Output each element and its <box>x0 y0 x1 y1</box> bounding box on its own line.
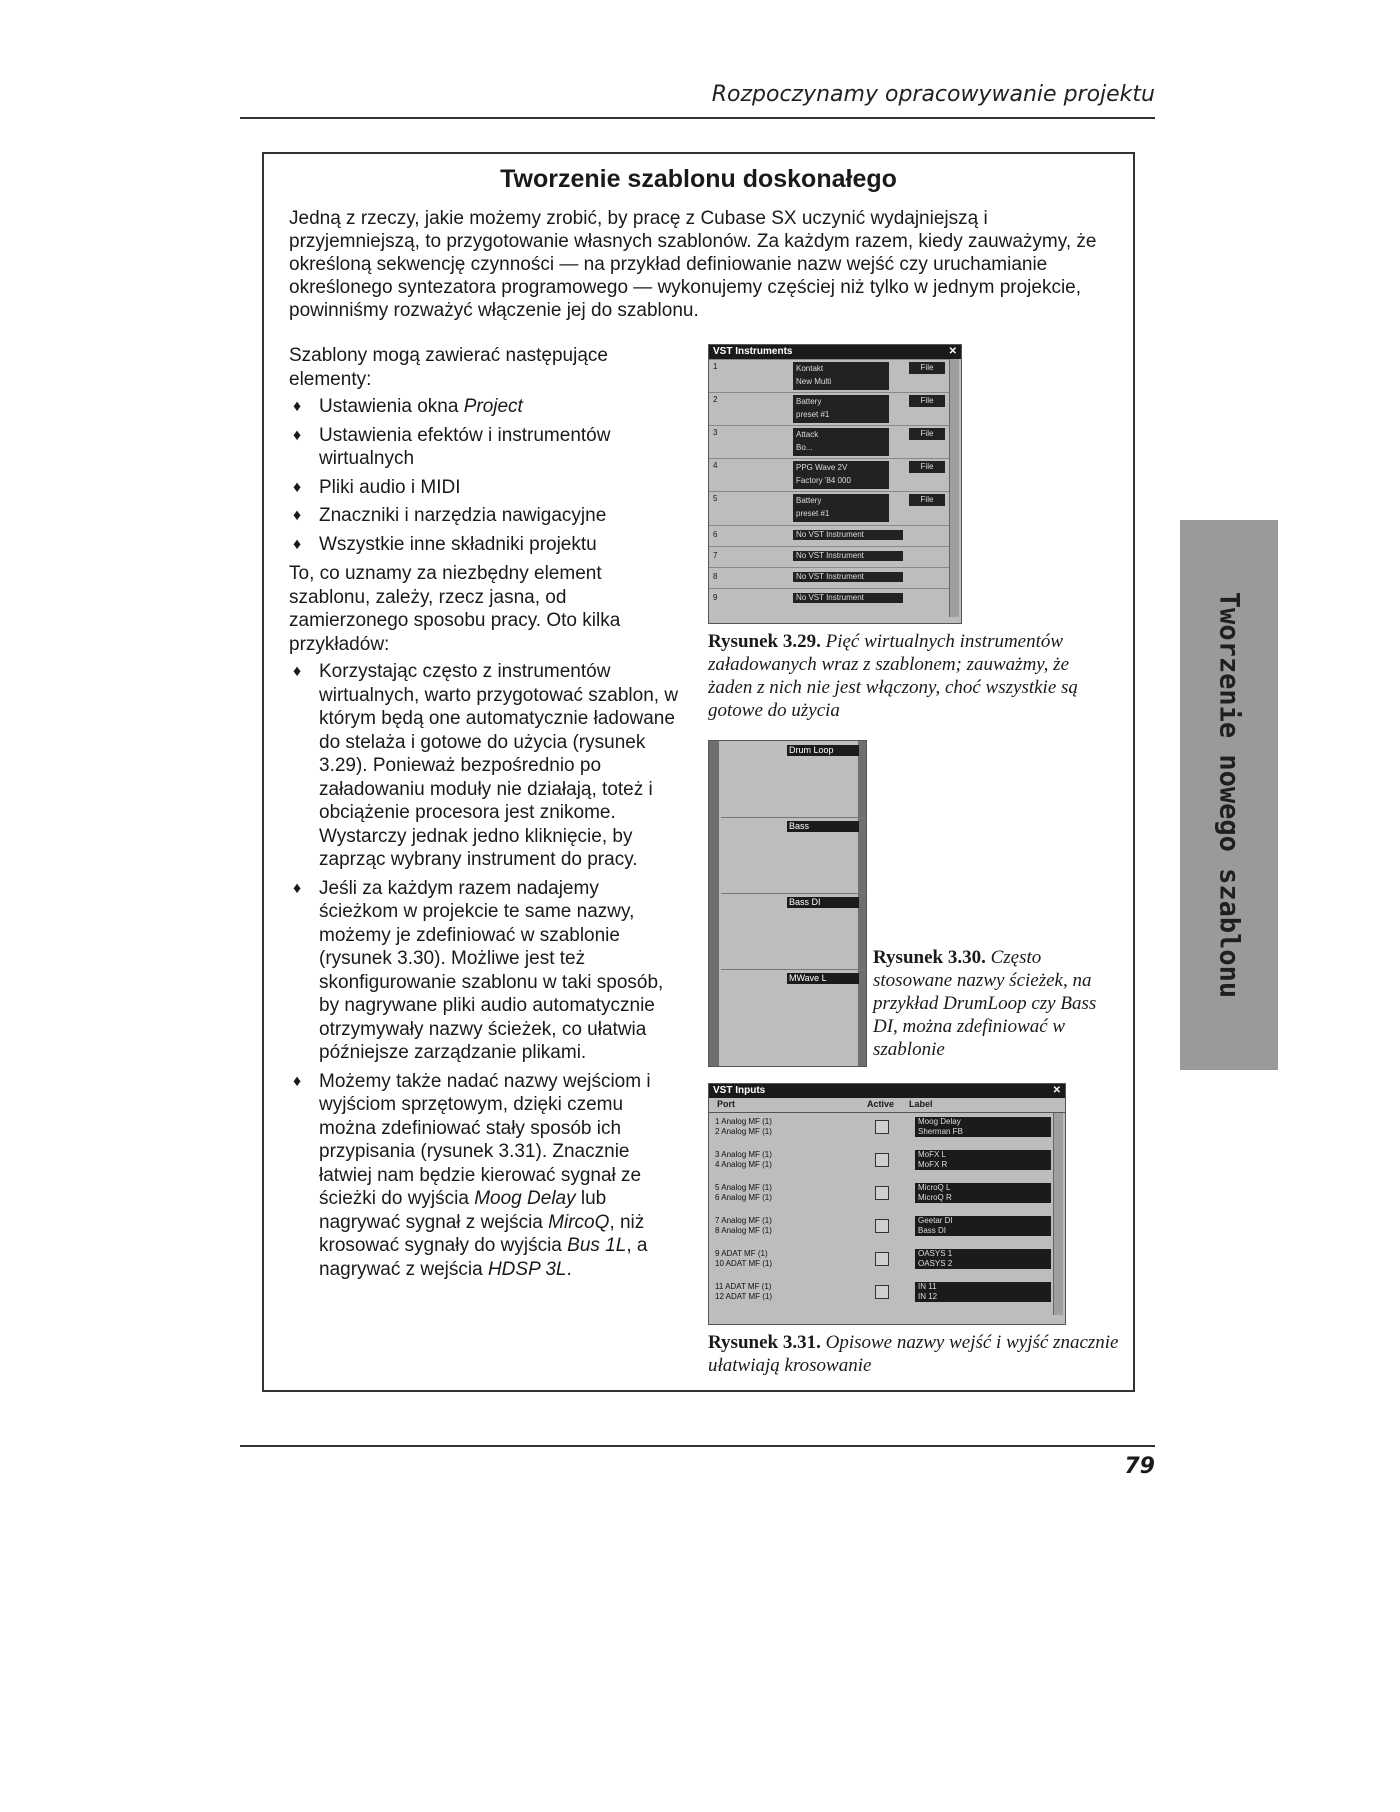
slot-number: 3 <box>713 428 718 437</box>
file-button: File <box>909 428 945 440</box>
vst-inputs-screenshot <box>708 1083 1066 1325</box>
table-row <box>715 1216 1055 1236</box>
caption-text: Opisowe nazwy wejść i wyjść znacznie ułatwiają krosowanie <box>708 1332 1119 1376</box>
track-header <box>721 895 866 970</box>
list-item <box>289 476 679 500</box>
instrument-name-box <box>793 428 889 456</box>
port-name: 4 Analog MF (1) <box>715 1160 772 1169</box>
instrument-preset: Bo... <box>796 443 813 452</box>
close-icon: ✕ <box>948 346 957 357</box>
port-name: 6 Analog MF (1) <box>715 1193 772 1202</box>
example-text: Możemy także nadać nazwy wejściom i wyjściom sprzętowym, dzięki czemu można zdefiniować stały sposób ich przypisania (rysunek 3.31). Znacznie łatwiej nam będzie kierować sygnał ze ścieżki do wyjścia <box>319 1070 651 1209</box>
empty-slot-label: No VST Instrument <box>793 593 903 603</box>
example-emphasis: Moog Delay <box>474 1188 576 1209</box>
column-header: Label <box>909 1099 933 1109</box>
port-name: 8 Analog MF (1) <box>715 1226 772 1235</box>
window-titlebar <box>709 345 961 359</box>
instrument-name: Battery <box>796 496 822 505</box>
port-label: MoFX L <box>915 1150 1051 1160</box>
slot-number: 1 <box>713 362 718 371</box>
instrument-name-box <box>793 395 889 423</box>
instrument-preset: preset #1 <box>796 410 830 419</box>
port-name: 1 Analog MF (1) <box>715 1117 772 1126</box>
scrollbar <box>949 359 959 617</box>
list-item-text: Pliki audio i MIDI <box>319 476 461 498</box>
caption-number: Rysunek 3.29. <box>708 631 821 652</box>
page-number: 79 <box>1124 1454 1155 1479</box>
instrument-name-box <box>793 362 889 390</box>
power-icon <box>875 1252 889 1266</box>
power-icon <box>875 1219 889 1233</box>
port-name: 5 Analog MF (1) <box>715 1183 772 1192</box>
window-title: VST Inputs <box>713 1085 766 1096</box>
instrument-slot <box>709 491 949 524</box>
file-button: File <box>909 494 945 506</box>
track-header <box>721 971 866 1045</box>
table-row <box>715 1282 1055 1302</box>
instrument-name: Attack <box>796 430 819 439</box>
port-label: OASYS 2 <box>915 1259 1051 1269</box>
slot-number: 5 <box>713 494 718 503</box>
table-row <box>715 1183 1055 1203</box>
power-icon <box>875 1285 889 1299</box>
footer-rule <box>240 1445 1155 1447</box>
list-item-text: Wszystkie inne składniki projektu <box>319 533 597 555</box>
elements-list <box>289 395 679 556</box>
column-header: Port <box>717 1099 735 1109</box>
empty-slot-label: No VST Instrument <box>793 530 903 540</box>
window-title: VST Instruments <box>713 346 793 357</box>
track-name: Drum Loop <box>787 745 859 756</box>
port-name: 2 Analog MF (1) <box>715 1127 772 1136</box>
figure-caption <box>708 630 1108 722</box>
slot-number: 7 <box>713 551 718 560</box>
example-text: , niż krosować sygnały do wyjścia <box>319 1211 645 1256</box>
example-item: ♦ Jeśli za każdym razem nadajemy ścieżkom w projekcie te same nazwy, możemy je zdefiniować w szablonie (rysunek 3.30). Możliwe jest też skonfigurowanie szablonu w taki sposób, by nagrywane pliki audio automatycznie otrzymywały nazwy ścieżek, co ułatwia późniejsze zarządzanie plikami. <box>289 877 679 1065</box>
instrument-name: PPG Wave 2V <box>796 463 848 472</box>
table-row <box>715 1150 1055 1170</box>
list-item-text: Ustawienia efektów i instrumentów wirtualnych <box>319 424 611 469</box>
figure-caption <box>708 1331 1138 1377</box>
instrument-name: Kontakt <box>796 364 824 373</box>
caption-text: Często stosowane nazwy ścieżek, na przykład DrumLoop czy Bass DI, można zdefiniować w szablonie <box>873 947 1097 1060</box>
chapter-side-tab <box>1180 520 1278 1070</box>
instrument-name: Battery <box>796 397 822 406</box>
window-titlebar <box>709 1084 1065 1098</box>
port-label: MicroQ R <box>915 1193 1051 1203</box>
file-button: File <box>909 461 945 473</box>
port-label: Moog Delay <box>915 1117 1051 1127</box>
caption-text: Pięć wirtualnych instrumentów załadowanych wraz z szablonem; zauważmy, że żaden z nich nie jest włączony, choć wszystkie są gotowe do użycia <box>708 631 1078 721</box>
running-header: Rozpoczynamy opracowywanie projektu <box>711 82 1155 107</box>
slot-number: 4 <box>713 461 718 470</box>
port-name: 11 ADAT MF (1) <box>715 1282 772 1291</box>
port-label: Bass DI <box>915 1226 1051 1236</box>
example-emphasis: Bus 1L <box>567 1235 627 1256</box>
table-row <box>715 1117 1055 1137</box>
instrument-rack <box>709 359 961 621</box>
side-tab-label: Tworzenie nowego szablonu <box>1213 591 1245 999</box>
list-intro: Szablony mogą zawierać następujące elementy: <box>289 345 608 390</box>
port-label: Geetar DI <box>915 1216 1051 1226</box>
file-button: File <box>909 395 945 407</box>
example-item <box>289 1070 679 1282</box>
port-label: MoFX R <box>915 1160 1051 1170</box>
example-text: lub nagrywać sygnał z wejścia <box>319 1188 607 1233</box>
track-name: Bass DI <box>787 897 859 908</box>
list-item-text: Ustawienia okna <box>319 396 464 417</box>
slot-number: 8 <box>713 572 718 581</box>
port-name: 3 Analog MF (1) <box>715 1150 772 1159</box>
slot-number: 9 <box>713 593 718 602</box>
port-label: IN 12 <box>915 1292 1051 1302</box>
close-icon: ✕ <box>1052 1085 1061 1096</box>
empty-slot <box>709 588 949 609</box>
table-row <box>715 1249 1055 1269</box>
example-emphasis: MircoQ <box>548 1211 610 1233</box>
port-label: OASYS 1 <box>915 1249 1051 1259</box>
header-rule <box>240 117 1155 119</box>
list-item-text: Znaczniki i narzędzia nawigacyjne <box>319 505 607 526</box>
port-label: IN 11 <box>915 1282 1051 1292</box>
examples-intro: To, co uznamy za niezbędny element szablonu, zależy, rzecz jasna, od zamierzonego sposobu pracy. Oto kilka przykładów: <box>289 563 621 655</box>
list-item <box>289 395 679 419</box>
list-item <box>289 504 679 528</box>
empty-slot-label: No VST Instrument <box>793 551 903 561</box>
instrument-slot <box>709 425 949 458</box>
port-label: Sherman FB <box>915 1127 1051 1137</box>
file-button: File <box>909 362 945 374</box>
power-icon <box>875 1120 889 1134</box>
instrument-slot <box>709 458 949 491</box>
power-icon <box>875 1153 889 1167</box>
port-name: 7 Analog MF (1) <box>715 1216 772 1225</box>
column-header: Active <box>867 1099 895 1109</box>
instrument-name-box <box>793 461 889 489</box>
power-icon <box>875 1186 889 1200</box>
example-emphasis: HDSP 3L <box>487 1258 567 1280</box>
instrument-name-box <box>793 494 889 522</box>
empty-slot <box>709 546 949 567</box>
inputs-table <box>709 1113 1065 1318</box>
caption-number: Rysunek 3.31. <box>708 1332 821 1353</box>
caption-number: Rysunek 3.30. <box>873 947 986 968</box>
box-title: Tworzenie szablonu doskonałego <box>500 165 897 193</box>
empty-slot <box>709 567 949 588</box>
instrument-slot <box>709 359 949 392</box>
scrollbar <box>1053 1113 1063 1315</box>
instrument-slot <box>709 392 949 425</box>
port-name: 12 ADAT MF (1) <box>715 1292 773 1301</box>
slot-number: 2 <box>713 395 718 404</box>
track-list-screenshot <box>708 740 867 1067</box>
example-text: . <box>566 1258 572 1280</box>
left-column <box>289 344 679 1287</box>
track-header <box>721 819 866 894</box>
list-item <box>289 424 679 471</box>
table-header <box>709 1098 1065 1113</box>
list-item <box>289 533 679 557</box>
track-name: MWave L <box>787 973 859 984</box>
port-name: 10 ADAT MF (1) <box>715 1259 773 1268</box>
instrument-preset: Factory '84 000 <box>796 476 851 485</box>
empty-slot <box>709 525 949 546</box>
example-item: ♦ Korzystając często z instrumentów wirtualnych, warto przygotować szablon, w którym będą one automatycznie ładowane do stelaża i gotowe do użycia (rysunek 3.29). Ponieważ bezpośrednio po załadowaniu moduły nie działają, toteż i obciążenie procesora jest znikome. Wystarczy jednak jedno kliknięcie, by zaprząc wybrany instrument do pracy. <box>289 660 679 872</box>
port-name: 9 ADAT MF (1) <box>715 1249 768 1258</box>
example-text: , a nagrywać z wejścia <box>319 1235 648 1280</box>
track-list-edge <box>709 741 719 1066</box>
slot-number: 6 <box>713 530 718 539</box>
box-intro: Jedną z rzeczy, jakie możemy zrobić, by pracę z Cubase SX uczynić wydajniejszą i przyjemniejszą, to przygotowanie własnych szablonów. Za każdym razem, kiedy zauważymy, że określoną sekwencję czynności — na przykład definiowanie nazw wejść czy uruchamianie określonego syntezatora programowego — wykonujemy częściej niż tylko w jednym projekcie, powinniśmy rozważyć włączenie jej do szablonu. <box>289 208 1097 321</box>
instrument-preset: preset #1 <box>796 509 830 518</box>
port-label: MicroQ L <box>915 1183 1051 1193</box>
vst-instruments-screenshot <box>708 344 962 624</box>
examples-list <box>289 660 679 1281</box>
empty-slot-label: No VST Instrument <box>793 572 903 582</box>
instrument-preset: New Multi <box>796 377 832 386</box>
track-header <box>721 743 866 818</box>
track-name: Bass <box>787 821 859 832</box>
figure-caption <box>873 946 1098 1061</box>
list-item-emphasis: Project <box>463 396 523 417</box>
